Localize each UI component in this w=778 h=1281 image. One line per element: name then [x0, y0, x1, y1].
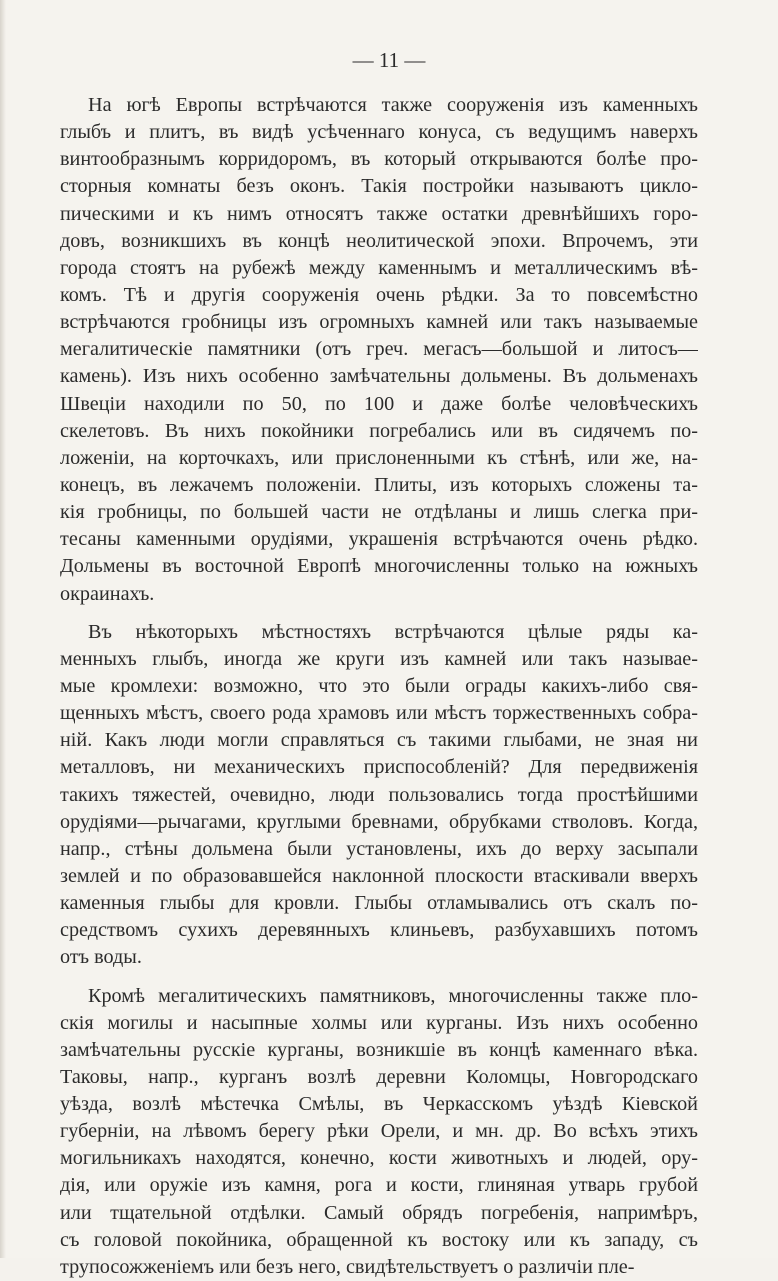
- text-line: средствомъ сухихъ деревянныхъ клиньевъ, разбухавшихъ потомъ: [60, 917, 698, 944]
- paragraph-gap: [60, 608, 698, 619]
- text-line: скелетовъ. Въ нихъ покойники погребались или въ сидячемъ по-: [60, 418, 698, 445]
- text-line: трупосожженіемъ или безъ него, свидѣтельствуетъ о различіи пле-: [60, 1254, 698, 1281]
- paragraph: [60, 92, 698, 608]
- text-line: орудіями—рычагами, круглыми бревнами, обрубками стволовъ. Когда,: [60, 809, 698, 836]
- text-line: Кромѣ мегалитическихъ памятниковъ, многочисленны также пло-: [60, 983, 698, 1010]
- text-line: могильникахъ находятся, конечно, кости животныхъ и людей, ору-: [60, 1145, 698, 1172]
- text-line: На югѣ Европы встрѣчаются также сооруженія изъ каменныхъ: [60, 92, 698, 119]
- text-line: винтообразнымъ корридоромъ, въ который открываются болѣе про-: [60, 146, 698, 173]
- text-line: Въ нѣкоторыхъ мѣстностяхъ встрѣчаются цѣлые ряды ка-: [60, 619, 698, 646]
- text-line: губерніи, на лѣвомъ берегу рѣки Орели, и мн. др. Во всѣхъ этихъ: [60, 1118, 698, 1145]
- text-line: пическими и къ нимъ относятъ также остатки древнѣйшихъ горо-: [60, 201, 698, 228]
- text-line: сторныя комнаты безъ оконъ. Такія постройки называютъ цикло-: [60, 173, 698, 200]
- text-line: каменныя глыбы для кровли. Глыбы отламывались отъ скалъ по-: [60, 890, 698, 917]
- text-line: дія, или оружіе изъ камня, рога и кости, глиняная утварь грубой: [60, 1172, 698, 1199]
- text-line: или тщательной отдѣлки. Самый обрядъ погребенія, напримѣръ,: [60, 1200, 698, 1227]
- text-line: уѣзда, возлѣ мѣстечка Смѣлы, въ Черкасскомъ уѣздѣ Кіевской: [60, 1091, 698, 1118]
- page-binding-edge: [0, 0, 6, 1258]
- text-line: города стоятъ на рубежѣ между каменнымъ и металлическимъ вѣ-: [60, 255, 698, 282]
- text-line: конецъ, въ лежачемъ положеніи. Плиты, изъ которыхъ сложены та-: [60, 472, 698, 499]
- text-line: напр., стѣны дольмена были установлены, ихъ до верху засыпали: [60, 836, 698, 863]
- text-line: мые кромлехи: возможно, что это были ограды какихъ-либо свя-: [60, 673, 698, 700]
- text-line: щенныхъ мѣстъ, своего рода храмовъ или мѣстъ торжественныхъ собра-: [60, 700, 698, 727]
- text-line: комъ. Тѣ и другія сооруженія очень рѣдки. За то повсемѣстно: [60, 282, 698, 309]
- text-line: довъ, возникшихъ въ концѣ неолитической эпохи. Впрочемъ, эти: [60, 228, 698, 255]
- page-number: — 11 —: [0, 48, 778, 73]
- text-line: съ головой покойника, обращенной къ востоку или къ западу, съ: [60, 1227, 698, 1254]
- text-line: Таковы, напр., курганъ возлѣ деревни Коломцы, Новгородскаго: [60, 1064, 698, 1091]
- paragraph: [60, 619, 698, 972]
- text-line: мегалитическіе памятники (отъ греч. мегасъ—большой и литосъ—: [60, 336, 698, 363]
- text-line: окраинахъ.: [60, 581, 698, 608]
- text-line: камень). Изъ нихъ особенно замѣчательны дольмены. Въ дольменахъ: [60, 363, 698, 390]
- text-line: Дольмены въ восточной Европѣ многочисленны только на южныхъ: [60, 553, 698, 580]
- text-line: замѣчательны русскіе курганы, возникшіе въ концѣ каменнаго вѣка.: [60, 1037, 698, 1064]
- text-line: ній. Какъ люди могли справляться съ такими глыбами, не зная ни: [60, 727, 698, 754]
- text-line: ложеніи, на корточкахъ, или прислоненными къ стѣнѣ, или же, на-: [60, 445, 698, 472]
- text-line: глыбъ и плитъ, въ видѣ усѣченнаго конуса, съ ведущимъ наверхъ: [60, 119, 698, 146]
- text-line: менныхъ глыбъ, иногда же круги изъ камней или такъ называе-: [60, 646, 698, 673]
- text-line: землей и по образовавшейся наклонной плоскости втаскивали вверхъ: [60, 863, 698, 890]
- paragraph: [60, 983, 698, 1281]
- paragraph-gap: [60, 972, 698, 983]
- text-line: скія могилы и насыпные холмы или курганы. Изъ нихъ особенно: [60, 1010, 698, 1037]
- text-line: встрѣчаются гробницы изъ огромныхъ камней или такъ называемые: [60, 309, 698, 336]
- text-line: тесаны каменными орудіями, украшенія встрѣчаются очень рѣдко.: [60, 526, 698, 553]
- text-line: отъ воды.: [60, 944, 698, 971]
- body-text: [60, 92, 698, 1281]
- text-line: кія гробницы, по большей части не отдѣланы и лишь слегка при-: [60, 499, 698, 526]
- text-line: металловъ, ни механическихъ приспособленій? Для передвиженія: [60, 754, 698, 781]
- text-line: Швеціи находили по 50, по 100 и даже болѣе человѣческихъ: [60, 391, 698, 418]
- text-line: такихъ тяжестей, очевидно, люди пользовались тогда простѣйшими: [60, 782, 698, 809]
